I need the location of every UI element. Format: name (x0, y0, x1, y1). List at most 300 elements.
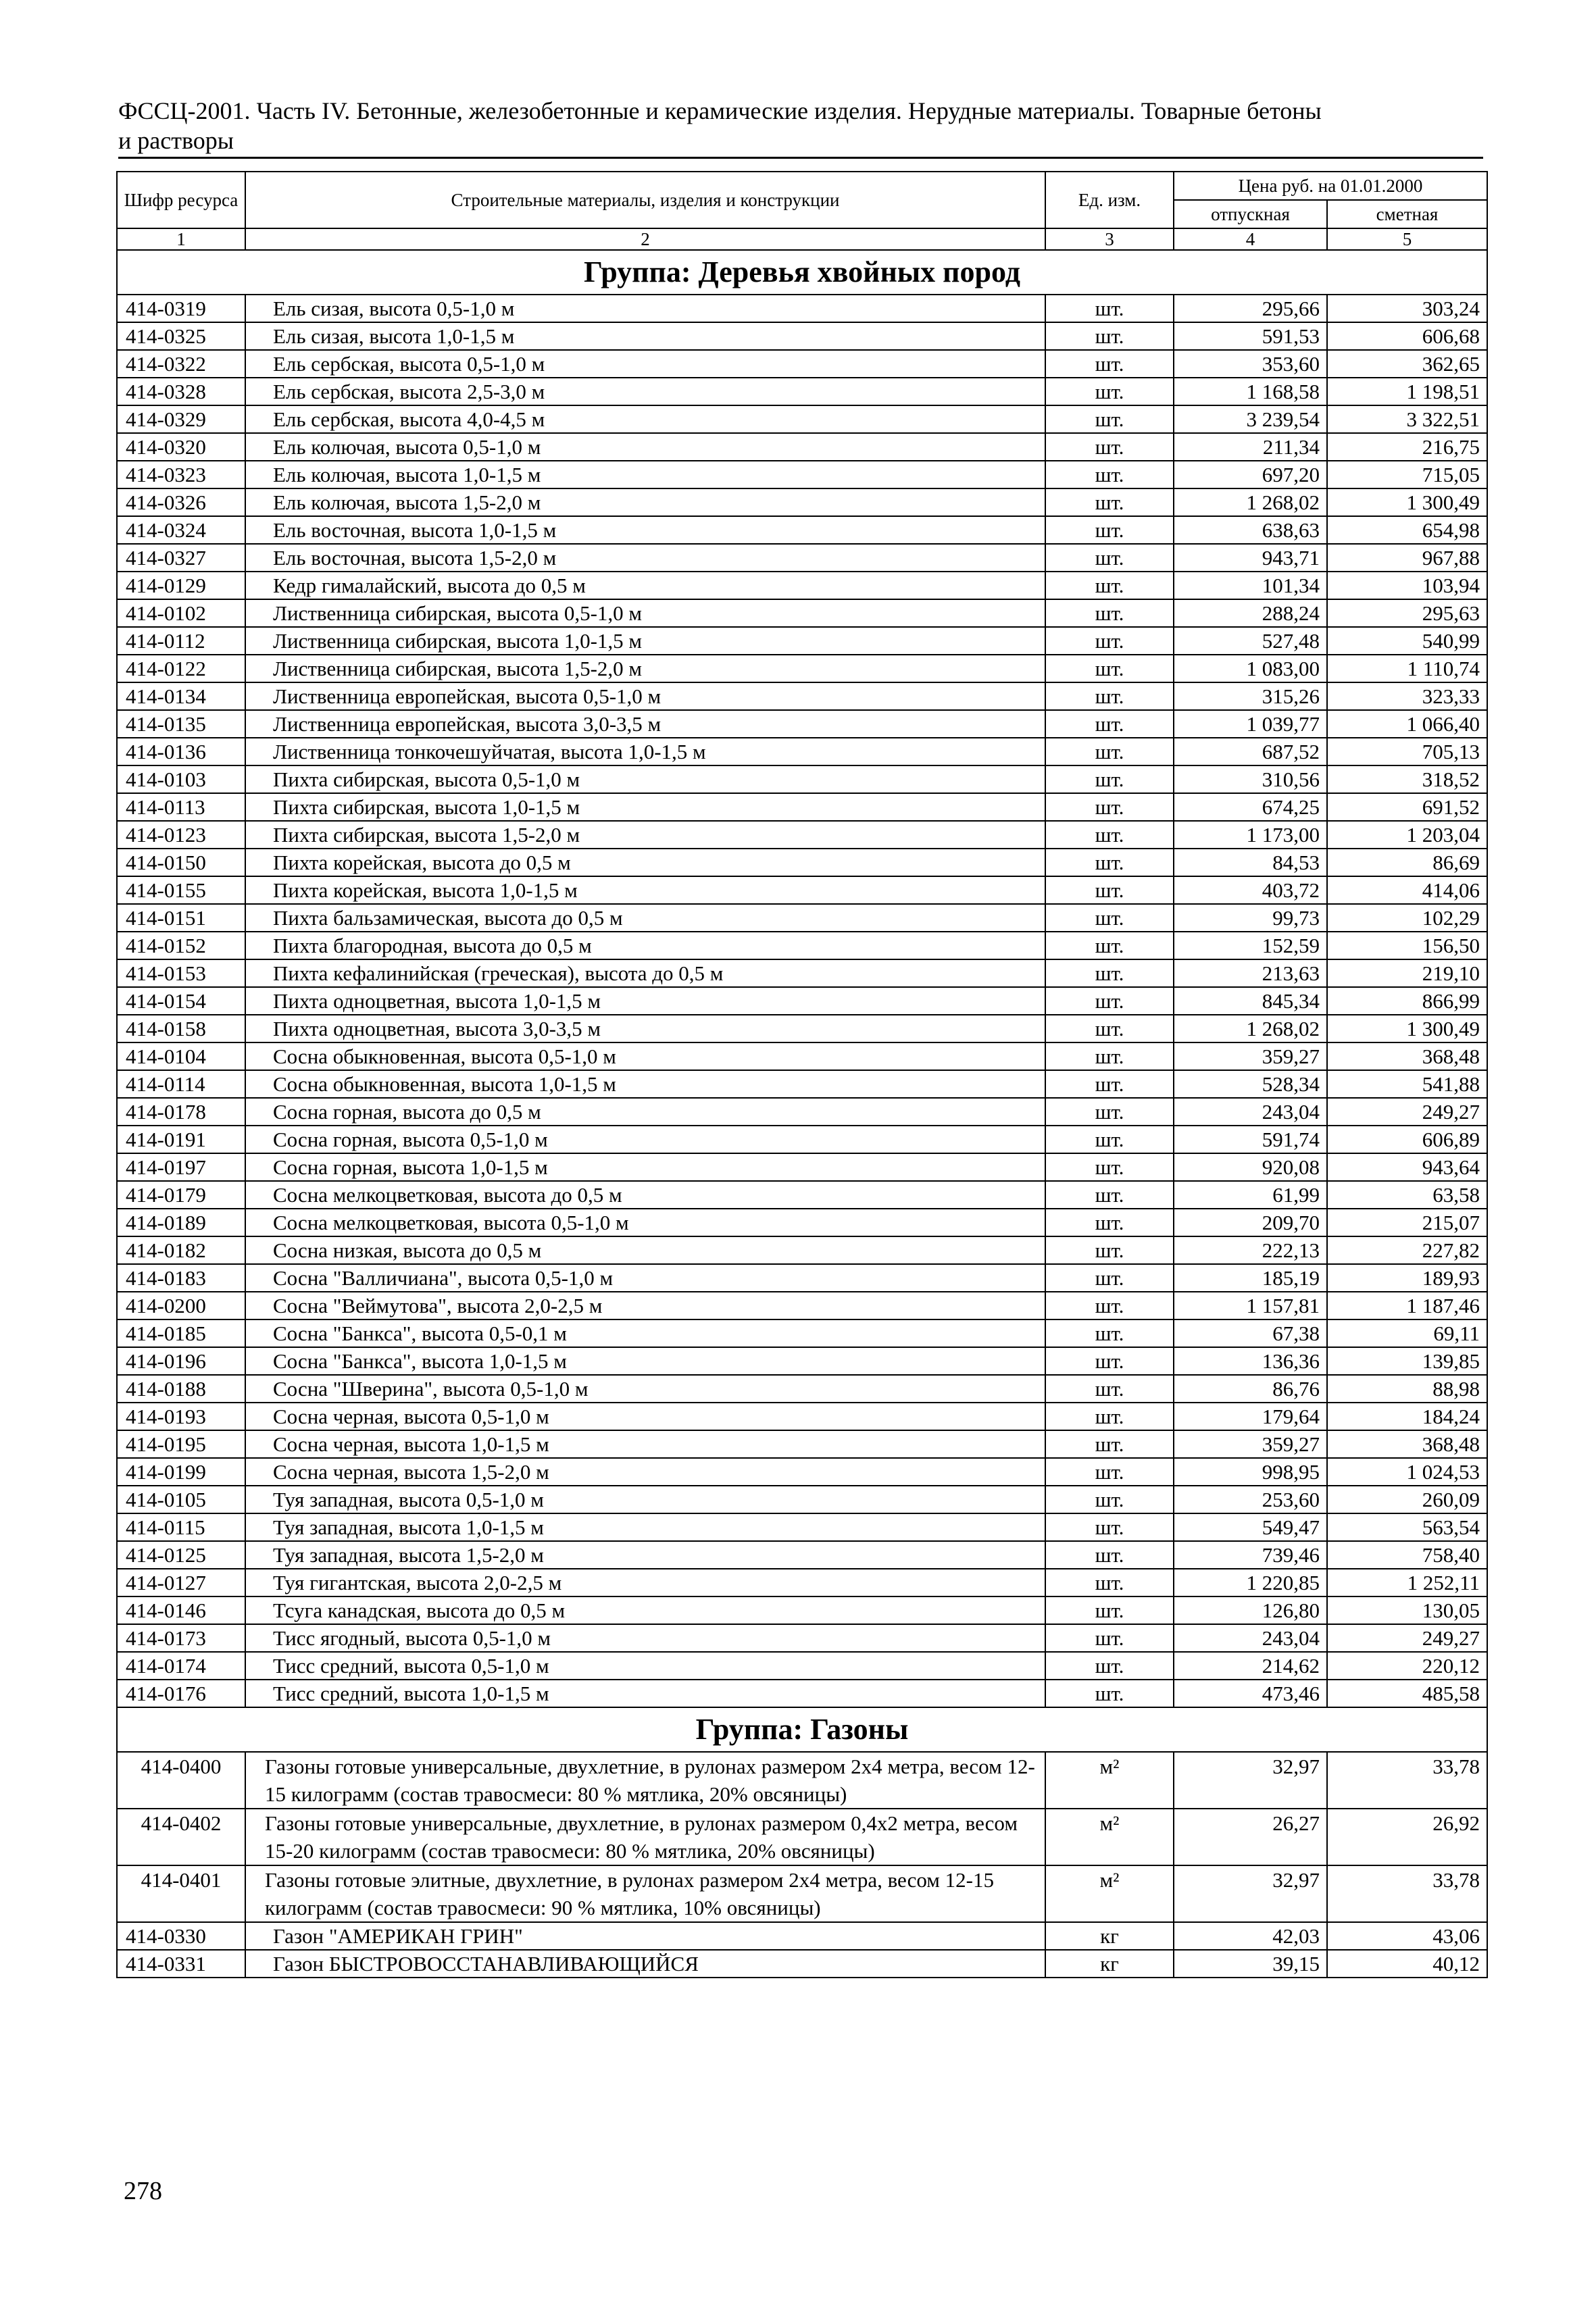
resource-code: 414-0174 (117, 1652, 245, 1680)
table-row (117, 1264, 1487, 1292)
release-price: 739,46 (1174, 1541, 1327, 1569)
resource-code: 414-0115 (117, 1513, 245, 1541)
material-name: Пихта кефалинийская (греческая), высота до 0,5 м (245, 959, 1045, 987)
estimate-price: 227,82 (1327, 1236, 1487, 1264)
estimate-price: 1 300,49 (1327, 1015, 1487, 1042)
release-price: 101,34 (1174, 572, 1327, 599)
table-row (117, 1098, 1487, 1126)
resource-code: 414-0136 (117, 738, 245, 765)
table-row (117, 516, 1487, 544)
table-row (117, 1070, 1487, 1098)
release-price: 359,27 (1174, 1042, 1327, 1070)
unit-of-measure: м² (1045, 1809, 1174, 1865)
resource-code: 414-0189 (117, 1209, 245, 1236)
material-name: Сосна обыкновенная, высота 1,0-1,5 м (245, 1070, 1045, 1098)
material-name: Пихта корейская, высота 1,0-1,5 м (245, 876, 1045, 904)
unit-of-measure: шт. (1045, 821, 1174, 849)
resource-code: 414-0197 (117, 1153, 245, 1181)
unit-of-measure: шт. (1045, 1375, 1174, 1403)
resource-code: 414-0324 (117, 516, 245, 544)
unit-of-measure: м² (1045, 1752, 1174, 1809)
material-name: Газоны готовые универсальные, двухлетние, в рулонах размером 2x4 метра, весом 12-15 килограмм (состав травосмеси: 80 % мятлика, 20% овсяницы) (245, 1752, 1045, 1809)
unit-of-measure: шт. (1045, 1430, 1174, 1458)
resource-code: 414-0400 (117, 1752, 245, 1809)
material-name: Лиственница сибирская, высота 0,5-1,0 м (245, 599, 1045, 627)
table-row (117, 1319, 1487, 1347)
estimate-price: 758,40 (1327, 1541, 1487, 1569)
estimate-price: 103,94 (1327, 572, 1487, 599)
resource-code: 414-0158 (117, 1015, 245, 1042)
estimate-price: 63,58 (1327, 1181, 1487, 1209)
estimate-price: 216,75 (1327, 433, 1487, 461)
material-name: Лиственница тонкочешуйчатая, высота 1,0-1,5 м (245, 738, 1045, 765)
table-row (117, 959, 1487, 987)
estimate-price: 541,88 (1327, 1070, 1487, 1098)
release-price: 310,56 (1174, 765, 1327, 793)
material-name: Сосна черная, высота 0,5-1,0 м (245, 1403, 1045, 1430)
table-row (117, 295, 1487, 322)
unit-of-measure: шт. (1045, 1292, 1174, 1319)
resource-code: 414-0182 (117, 1236, 245, 1264)
resource-code: 414-0188 (117, 1375, 245, 1403)
unit-of-measure: шт. (1045, 1153, 1174, 1181)
resource-code: 414-0183 (117, 1264, 245, 1292)
material-name: Сосна горная, высота до 0,5 м (245, 1098, 1045, 1126)
estimate-price: 184,24 (1327, 1403, 1487, 1430)
unit-of-measure: шт. (1045, 350, 1174, 378)
estimate-price: 414,06 (1327, 876, 1487, 904)
material-name: Сосна "Банкса", высота 1,0-1,5 м (245, 1347, 1045, 1375)
table-body (117, 250, 1487, 1978)
material-name: Туя гигантская, высота 2,0-2,5 м (245, 1569, 1045, 1596)
release-price: 943,71 (1174, 544, 1327, 572)
table-row (117, 1236, 1487, 1264)
unit-of-measure: шт. (1045, 1680, 1174, 1707)
table-row (117, 1596, 1487, 1624)
estimate-price: 219,10 (1327, 959, 1487, 987)
unit-of-measure: шт. (1045, 461, 1174, 488)
table-row (117, 322, 1487, 350)
estimate-price: 43,06 (1327, 1922, 1487, 1950)
table-row (117, 1209, 1487, 1236)
unit-of-measure: шт. (1045, 655, 1174, 682)
col-price-header: Цена руб. на 01.01.2000 (1174, 172, 1487, 200)
material-name: Сосна "Валличиана", высота 0,5-1,0 м (245, 1264, 1045, 1292)
estimate-price: 1 110,74 (1327, 655, 1487, 682)
table-row (117, 821, 1487, 849)
table-row (117, 1950, 1487, 1978)
unit-of-measure: шт. (1045, 322, 1174, 350)
material-name: Ель сербская, высота 0,5-1,0 м (245, 350, 1045, 378)
release-price: 243,04 (1174, 1624, 1327, 1652)
estimate-price: 323,33 (1327, 682, 1487, 710)
material-name: Сосна "Веймутова", высота 2,0-2,5 м (245, 1292, 1045, 1319)
material-name: Тсуга канадская, высота до 0,5 м (245, 1596, 1045, 1624)
material-name: Сосна черная, высота 1,5-2,0 м (245, 1458, 1045, 1486)
table-row (117, 1430, 1487, 1458)
table-row (117, 378, 1487, 405)
material-name: Газон БЫСТРОВОССТАНАВЛИВАЮЩИЙСЯ (245, 1950, 1045, 1978)
unit-of-measure: шт. (1045, 1458, 1174, 1486)
release-price: 61,99 (1174, 1181, 1327, 1209)
resource-code: 414-0328 (117, 378, 245, 405)
unit-of-measure: шт. (1045, 738, 1174, 765)
unit-of-measure: шт. (1045, 710, 1174, 738)
material-name: Сосна низкая, высота до 0,5 м (245, 1236, 1045, 1264)
resource-code: 414-0112 (117, 627, 245, 655)
col-number-5: 5 (1327, 228, 1487, 250)
resource-code: 414-0401 (117, 1865, 245, 1922)
unit-of-measure: шт. (1045, 765, 1174, 793)
release-price: 32,97 (1174, 1865, 1327, 1922)
resource-code: 414-0323 (117, 461, 245, 488)
unit-of-measure: шт. (1045, 876, 1174, 904)
material-name: Пихта бальзамическая, высота до 0,5 м (245, 904, 1045, 932)
col-number-2: 2 (245, 228, 1045, 250)
estimate-price: 88,98 (1327, 1375, 1487, 1403)
resource-code: 414-0322 (117, 350, 245, 378)
unit-of-measure: шт. (1045, 1347, 1174, 1375)
estimate-price: 606,89 (1327, 1126, 1487, 1153)
unit-of-measure: шт. (1045, 849, 1174, 876)
table-row (117, 461, 1487, 488)
resource-code: 414-0330 (117, 1922, 245, 1950)
estimate-price: 33,78 (1327, 1865, 1487, 1922)
table-row (117, 682, 1487, 710)
table-row (117, 1652, 1487, 1680)
resource-code: 414-0195 (117, 1430, 245, 1458)
unit-of-measure: шт. (1045, 627, 1174, 655)
col-unit-header: Ед. изм. (1045, 172, 1174, 228)
resource-code: 414-0154 (117, 987, 245, 1015)
resource-code: 414-0193 (117, 1403, 245, 1430)
table-row (117, 405, 1487, 433)
unit-of-measure: шт. (1045, 1126, 1174, 1153)
resource-code: 414-0199 (117, 1458, 245, 1486)
material-name: Туя западная, высота 1,5-2,0 м (245, 1541, 1045, 1569)
unit-of-measure: м² (1045, 1865, 1174, 1922)
estimate-price: 303,24 (1327, 295, 1487, 322)
estimate-price: 139,85 (1327, 1347, 1487, 1375)
material-name: Пихта сибирская, высота 0,5-1,0 м (245, 765, 1045, 793)
estimate-price: 1 066,40 (1327, 710, 1487, 738)
col-number-1: 1 (117, 228, 245, 250)
release-price: 549,47 (1174, 1513, 1327, 1541)
table-row (117, 904, 1487, 932)
resource-code: 414-0151 (117, 904, 245, 932)
release-price: 1 083,00 (1174, 655, 1327, 682)
resource-code: 414-0150 (117, 849, 245, 876)
material-name: Лиственница сибирская, высота 1,5-2,0 м (245, 655, 1045, 682)
table-row (117, 1922, 1487, 1950)
release-price: 39,15 (1174, 1950, 1327, 1978)
unit-of-measure: шт. (1045, 1403, 1174, 1430)
material-name: Пихта сибирская, высота 1,5-2,0 м (245, 821, 1045, 849)
resource-code: 414-0122 (117, 655, 245, 682)
estimate-price: 86,69 (1327, 849, 1487, 876)
release-price: 591,74 (1174, 1126, 1327, 1153)
estimate-price: 318,52 (1327, 765, 1487, 793)
material-name: Ель сербская, высота 4,0-4,5 м (245, 405, 1045, 433)
resource-code: 414-0326 (117, 488, 245, 516)
unit-of-measure: шт. (1045, 682, 1174, 710)
release-price: 295,66 (1174, 295, 1327, 322)
table-row (117, 849, 1487, 876)
release-price: 185,19 (1174, 1264, 1327, 1292)
estimate-price: 260,09 (1327, 1486, 1487, 1513)
release-price: 126,80 (1174, 1596, 1327, 1624)
estimate-price: 1 252,11 (1327, 1569, 1487, 1596)
table-row (117, 599, 1487, 627)
material-name: Ель колючая, высота 1,0-1,5 м (245, 461, 1045, 488)
unit-of-measure: шт. (1045, 1209, 1174, 1236)
estimate-price: 130,05 (1327, 1596, 1487, 1624)
table-row (117, 1486, 1487, 1513)
estimate-price: 368,48 (1327, 1042, 1487, 1070)
unit-of-measure: шт. (1045, 1098, 1174, 1126)
table-row (117, 433, 1487, 461)
unit-of-measure: шт. (1045, 488, 1174, 516)
unit-of-measure: шт. (1045, 572, 1174, 599)
unit-of-measure: кг (1045, 1950, 1174, 1978)
estimate-price: 102,29 (1327, 904, 1487, 932)
unit-of-measure: шт. (1045, 793, 1174, 821)
material-name: Туя западная, высота 0,5-1,0 м (245, 1486, 1045, 1513)
material-name: Газоны готовые универсальные, двухлетние, в рулонах размером 0,4x2 метра, весом 15-20 килограмм (состав травосмеси: 80 % мятлика, 20% овсяницы) (245, 1809, 1045, 1865)
release-price: 253,60 (1174, 1486, 1327, 1513)
table-row (117, 350, 1487, 378)
table-row (117, 1680, 1487, 1707)
estimate-price: 1 024,53 (1327, 1458, 1487, 1486)
material-name: Сосна "Шверина", высота 0,5-1,0 м (245, 1375, 1045, 1403)
resource-code: 414-0331 (117, 1950, 245, 1978)
unit-of-measure: шт. (1045, 544, 1174, 572)
unit-of-measure: шт. (1045, 1264, 1174, 1292)
table-row (117, 1569, 1487, 1596)
release-price: 26,27 (1174, 1809, 1327, 1865)
release-price: 288,24 (1174, 599, 1327, 627)
resource-code: 414-0320 (117, 433, 245, 461)
release-price: 1 268,02 (1174, 1015, 1327, 1042)
release-price: 353,60 (1174, 350, 1327, 378)
unit-of-measure: шт. (1045, 1015, 1174, 1042)
group-header-row (117, 250, 1487, 295)
resource-code: 414-0127 (117, 1569, 245, 1596)
estimate-price: 715,05 (1327, 461, 1487, 488)
table-row (117, 738, 1487, 765)
estimate-price: 189,93 (1327, 1264, 1487, 1292)
resource-code: 414-0129 (117, 572, 245, 599)
unit-of-measure: шт. (1045, 1181, 1174, 1209)
unit-of-measure: шт. (1045, 1042, 1174, 1070)
table-row (117, 793, 1487, 821)
resource-code: 414-0103 (117, 765, 245, 793)
release-price: 528,34 (1174, 1070, 1327, 1098)
release-price: 86,76 (1174, 1375, 1327, 1403)
material-name: Газоны готовые элитные, двухлетние, в рулонах размером 2x4 метра, весом 12-15 килограмм (состав травосмеси: 90 % мятлика, 10% овсяницы) (245, 1865, 1045, 1922)
material-name: Сосна "Банкса", высота 0,5-0,1 м (245, 1319, 1045, 1347)
unit-of-measure: шт. (1045, 599, 1174, 627)
material-name: Ель колючая, высота 1,5-2,0 м (245, 488, 1045, 516)
group-header-row (117, 1707, 1487, 1752)
resource-code: 414-0173 (117, 1624, 245, 1652)
material-name: Сосна мелкоцветковая, высота 0,5-1,0 м (245, 1209, 1045, 1236)
material-name: Пихта благородная, высота до 0,5 м (245, 932, 1045, 959)
estimate-price: 249,27 (1327, 1098, 1487, 1126)
release-price: 211,34 (1174, 433, 1327, 461)
material-name: Ель восточная, высота 1,5-2,0 м (245, 544, 1045, 572)
estimate-price: 215,07 (1327, 1209, 1487, 1236)
table-row (117, 876, 1487, 904)
release-price: 687,52 (1174, 738, 1327, 765)
release-price: 179,64 (1174, 1403, 1327, 1430)
material-name: Тисс ягодный, высота 0,5-1,0 м (245, 1624, 1045, 1652)
resource-code: 414-0134 (117, 682, 245, 710)
table-row (117, 1347, 1487, 1375)
resource-code: 414-0152 (117, 932, 245, 959)
resource-code: 414-0153 (117, 959, 245, 987)
material-name: Сосна мелкоцветковая, высота до 0,5 м (245, 1181, 1045, 1209)
header-line-2 (118, 126, 1483, 159)
estimate-price: 295,63 (1327, 599, 1487, 627)
unit-of-measure: шт. (1045, 378, 1174, 405)
release-price: 1 173,00 (1174, 821, 1327, 849)
resource-code: 414-0104 (117, 1042, 245, 1070)
estimate-price: 691,52 (1327, 793, 1487, 821)
release-price: 1 220,85 (1174, 1569, 1327, 1596)
unit-of-measure: шт. (1045, 1070, 1174, 1098)
release-price: 527,48 (1174, 627, 1327, 655)
release-price: 99,73 (1174, 904, 1327, 932)
estimate-price: 866,99 (1327, 987, 1487, 1015)
table-row (117, 1752, 1487, 1809)
release-price: 359,27 (1174, 1430, 1327, 1458)
table-row (117, 544, 1487, 572)
estimate-price: 705,13 (1327, 738, 1487, 765)
table-row (117, 655, 1487, 682)
release-price: 67,38 (1174, 1319, 1327, 1347)
estimate-price: 1 203,04 (1327, 821, 1487, 849)
table-row (117, 1458, 1487, 1486)
group-title: Группа: Газоны (117, 1707, 1487, 1752)
resource-code: 414-0146 (117, 1596, 245, 1624)
estimate-price: 1 187,46 (1327, 1292, 1487, 1319)
col-code-header: Шифр ресурса (117, 172, 245, 228)
unit-of-measure: шт. (1045, 959, 1174, 987)
table-row (117, 987, 1487, 1015)
material-name: Лиственница европейская, высота 3,0-3,5 м (245, 710, 1045, 738)
resource-code: 414-0125 (117, 1541, 245, 1569)
estimate-price: 362,65 (1327, 350, 1487, 378)
resource-code: 414-0123 (117, 821, 245, 849)
page-number: 278 (124, 2177, 162, 2205)
estimate-price: 368,48 (1327, 1430, 1487, 1458)
estimate-price: 540,99 (1327, 627, 1487, 655)
estimate-price: 943,64 (1327, 1153, 1487, 1181)
table-row (117, 765, 1487, 793)
release-price: 1 157,81 (1174, 1292, 1327, 1319)
table-row (117, 1126, 1487, 1153)
resource-code: 414-0155 (117, 876, 245, 904)
unit-of-measure: шт. (1045, 1569, 1174, 1596)
estimate-price: 156,50 (1327, 932, 1487, 959)
col-estimate-header: сметная (1327, 200, 1487, 228)
release-price: 473,46 (1174, 1680, 1327, 1707)
release-price: 42,03 (1174, 1922, 1327, 1950)
release-price: 845,34 (1174, 987, 1327, 1015)
resource-code: 414-0191 (117, 1126, 245, 1153)
resource-code: 414-0102 (117, 599, 245, 627)
resource-code: 414-0113 (117, 793, 245, 821)
table-row (117, 1375, 1487, 1403)
unit-of-measure: шт. (1045, 1652, 1174, 1680)
table-row (117, 1181, 1487, 1209)
material-name: Лиственница европейская, высота 0,5-1,0 м (245, 682, 1045, 710)
unit-of-measure: шт. (1045, 405, 1174, 433)
estimate-price: 249,27 (1327, 1624, 1487, 1652)
unit-of-measure: шт. (1045, 1624, 1174, 1652)
unit-of-measure: шт. (1045, 987, 1174, 1015)
release-price: 214,62 (1174, 1652, 1327, 1680)
resource-code: 414-0135 (117, 710, 245, 738)
estimate-price: 485,58 (1327, 1680, 1487, 1707)
resource-code: 414-0105 (117, 1486, 245, 1513)
release-price: 213,63 (1174, 959, 1327, 987)
resource-code: 414-0327 (117, 544, 245, 572)
unit-of-measure: шт. (1045, 932, 1174, 959)
material-name: Пихта одноцветная, высота 1,0-1,5 м (245, 987, 1045, 1015)
release-price: 1 268,02 (1174, 488, 1327, 516)
table-row (117, 932, 1487, 959)
estimate-price: 40,12 (1327, 1950, 1487, 1978)
release-price: 591,53 (1174, 322, 1327, 350)
release-price: 209,70 (1174, 1209, 1327, 1236)
table-row (117, 1403, 1487, 1430)
release-price: 315,26 (1174, 682, 1327, 710)
release-price: 697,20 (1174, 461, 1327, 488)
estimate-price: 220,12 (1327, 1652, 1487, 1680)
release-price: 1 039,77 (1174, 710, 1327, 738)
release-price: 674,25 (1174, 793, 1327, 821)
release-price: 3 239,54 (1174, 405, 1327, 433)
release-price: 1 168,58 (1174, 378, 1327, 405)
estimate-price: 26,92 (1327, 1809, 1487, 1865)
release-price: 638,63 (1174, 516, 1327, 544)
table-row (117, 1865, 1487, 1922)
price-table (116, 171, 1488, 1978)
material-name: Тисс средний, высота 0,5-1,0 м (245, 1652, 1045, 1680)
table-row (117, 1292, 1487, 1319)
material-name: Сосна горная, высота 1,0-1,5 м (245, 1153, 1045, 1181)
header-line-2-text: и растворы (118, 127, 234, 154)
table-row (117, 1541, 1487, 1569)
estimate-price: 3 322,51 (1327, 405, 1487, 433)
material-name: Пихта сибирская, высота 1,0-1,5 м (245, 793, 1045, 821)
release-price: 152,59 (1174, 932, 1327, 959)
material-name: Пихта одноцветная, высота 3,0-3,5 м (245, 1015, 1045, 1042)
resource-code: 414-0179 (117, 1181, 245, 1209)
group-title: Группа: Деревья хвойных пород (117, 250, 1487, 295)
resource-code: 414-0176 (117, 1680, 245, 1707)
material-name: Газон "АМЕРИКАН ГРИН" (245, 1922, 1045, 1950)
unit-of-measure: шт. (1045, 904, 1174, 932)
release-price: 920,08 (1174, 1153, 1327, 1181)
resource-code: 414-0185 (117, 1319, 245, 1347)
unit-of-measure: шт. (1045, 1236, 1174, 1264)
table-row (117, 710, 1487, 738)
header-line-1: ФССЦ-2001. Часть IV. Бетонные, железобетонные и керамические изделия. Нерудные материалы. Товарные бетоны (118, 97, 1322, 124)
estimate-price: 563,54 (1327, 1513, 1487, 1541)
